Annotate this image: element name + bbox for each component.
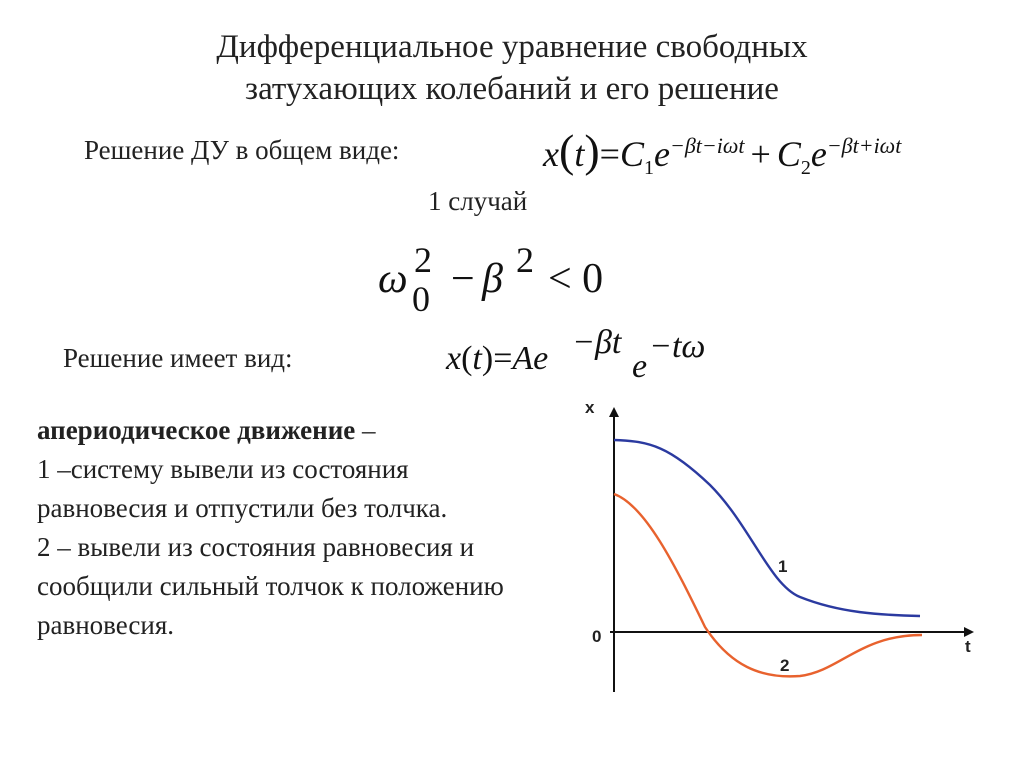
condition-beta: β <box>482 256 503 302</box>
y-axis-label: x <box>585 398 595 417</box>
formula-c1-sub: 1 <box>643 157 654 180</box>
solution-formula <box>446 326 726 386</box>
paren-open: ( <box>558 125 575 176</box>
solution-exp-b: −tω <box>649 328 706 365</box>
solution-paren-close: ) <box>481 340 494 377</box>
condition-minus: − <box>451 256 475 302</box>
formula-exp2: −βt+iωt <box>826 133 902 158</box>
formula-c2: C <box>776 134 801 174</box>
formula-e2: e <box>810 134 827 174</box>
solution-equals: = <box>493 340 513 377</box>
formula-e1: e <box>653 134 670 174</box>
solution-ae: Ae <box>512 340 549 377</box>
solution-exp-a: −βt <box>572 324 622 361</box>
solution-e: e <box>632 348 648 385</box>
damping-chart <box>560 395 1000 705</box>
condition-omega: ω <box>378 256 408 302</box>
condition-square-1: 2 <box>414 240 432 280</box>
general-solution-label: Решение ДУ в общем виде: <box>84 135 400 165</box>
description-item-1: 1 –систему вывели из состояния равновесия и отпустили без толчка. <box>37 454 448 523</box>
condition-relation: < 0 <box>548 256 604 302</box>
case-condition <box>378 240 628 319</box>
formula-t: t <box>574 134 585 174</box>
series-1-curve <box>614 440 920 616</box>
solution-lhs <box>446 340 548 378</box>
formula-x: x <box>543 134 559 174</box>
formula-c2-sub: 2 <box>800 157 811 180</box>
formula-exp1: −βt−iωt <box>669 133 745 158</box>
solution-x: x <box>446 340 462 377</box>
condition-square-2: 2 <box>516 240 534 280</box>
description-heading-dash: – <box>355 415 376 445</box>
title-line-2: затухающих колебаний и его решение <box>245 71 779 107</box>
formula-c1: C <box>619 134 644 174</box>
title-line-1: Дифференциальное уравнение свободных <box>216 29 808 65</box>
series-2-curve <box>614 494 922 676</box>
description-heading: апериодическое движение <box>37 415 356 445</box>
solution-t: t <box>472 340 482 377</box>
description-item-2: 2 – вывели из состояния равновесия и сообщили сильный толчок к положению равновесия. <box>37 532 504 640</box>
condition-omega-sub: 0 <box>412 279 430 319</box>
description-heading-line <box>37 411 537 450</box>
origin-label: 0 <box>592 627 602 646</box>
series-1-label: 1 <box>778 557 788 576</box>
general-solution-formula <box>543 124 901 180</box>
formula-plus: + <box>750 134 771 174</box>
paren-close: ) <box>584 125 600 176</box>
series-2-label: 2 <box>780 656 790 675</box>
case-label: 1 случай <box>428 186 528 216</box>
solution-label: Решение имеет вид: <box>63 343 293 373</box>
equals-sign: = <box>599 134 620 174</box>
page-title <box>0 26 1024 110</box>
solution-paren-open: ( <box>461 340 473 377</box>
description <box>37 411 537 645</box>
x-axis-label: t <box>965 637 971 656</box>
